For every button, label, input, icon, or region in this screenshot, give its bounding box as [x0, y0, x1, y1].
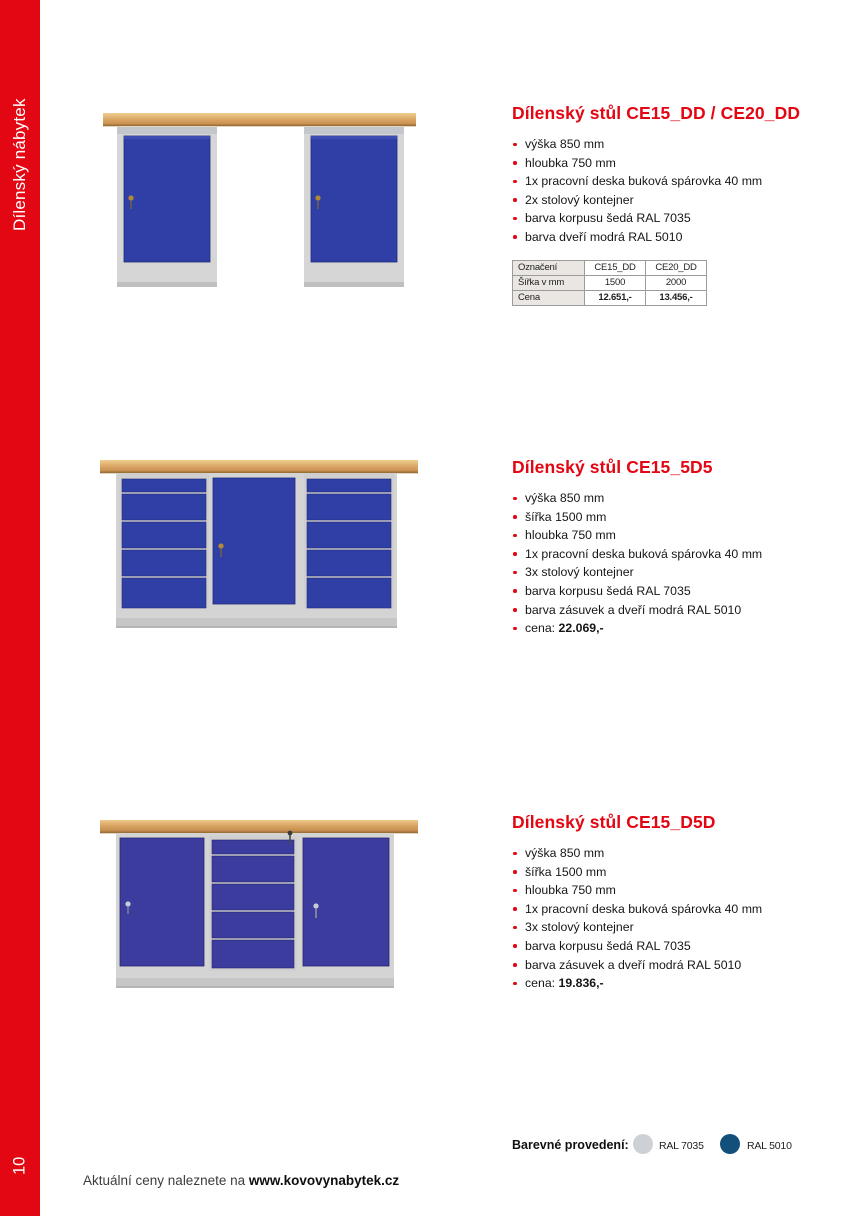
spec-item: 2x stolový kontejner	[512, 191, 847, 210]
footer-note: Aktuální ceny naleznete na	[83, 1173, 249, 1188]
page-number: 10	[10, 1156, 29, 1176]
spec-item: hloubka 750 mm	[512, 881, 847, 900]
table-cell: 1500	[585, 275, 646, 290]
spec-item: výška 850 mm	[512, 489, 847, 508]
product-section-ce15-5d5	[512, 457, 847, 638]
table-row	[513, 260, 707, 275]
spec-item: 1x pracovní deska buková spárovka 40 mm	[512, 545, 847, 564]
ral-5010-swatch-icon	[720, 1134, 740, 1154]
workbench-two-cabinets-illustration	[100, 106, 420, 306]
ral-5010-label: RAL 5010	[747, 1140, 792, 1152]
table-cell: CE15_DD	[585, 260, 646, 275]
price-table	[512, 260, 707, 306]
workbench-d5d-illustration	[100, 818, 420, 993]
product-title: Dílenský stůl CE15_DD / CE20_DD	[512, 103, 801, 123]
price-cell: 13.456,-	[646, 290, 707, 305]
category-sidebar	[0, 0, 40, 1216]
spec-item: barva zásuvek a dveří modrá RAL 5010	[512, 601, 847, 620]
price-label: cena:	[525, 621, 556, 636]
spec-item: barva dveří modrá RAL 5010	[512, 228, 847, 247]
product-image-ce15-5d5	[100, 458, 420, 638]
spec-item: 1x pracovní deska buková spárovka 40 mm	[512, 900, 847, 919]
product-section-ce15-d5d	[512, 812, 847, 993]
workbench-5d5-illustration	[100, 458, 420, 633]
price-value: 19.836,-	[558, 976, 604, 991]
product-title: Dílenský stůl CE15_5D5	[512, 457, 713, 477]
spec-item: výška 850 mm	[512, 135, 847, 154]
table-cell: CE20_DD	[646, 260, 707, 275]
spec-item: 3x stolový kontejner	[512, 918, 847, 937]
table-cell: 2000	[646, 275, 707, 290]
website-link[interactable]: www.kovovynabytek.cz	[248, 1173, 400, 1188]
spec-list	[512, 135, 847, 247]
color-legend-label: Barevné provedení:	[512, 1138, 629, 1152]
price-cell: 12.651,-	[585, 290, 646, 305]
table-row	[513, 275, 707, 290]
spec-item: barva korpusu šedá RAL 7035	[512, 582, 847, 601]
spec-item: 1x pracovní deska buková spárovka 40 mm	[512, 172, 847, 191]
spec-item: barva korpusu šedá RAL 7035	[512, 937, 847, 956]
product-title: Dílenský stůl CE15_D5D	[512, 812, 716, 832]
ral-7035-swatch-icon	[633, 1134, 653, 1154]
spec-item: hloubka 750 mm	[512, 526, 847, 545]
spec-list	[512, 489, 847, 638]
spec-item: barva korpusu šedá RAL 7035	[512, 209, 847, 228]
table-row-label: Šířka v mm	[513, 275, 585, 290]
product-image-ce15dd-ce20dd	[100, 106, 420, 311]
footer	[83, 1173, 399, 1188]
price-line	[512, 619, 847, 638]
spec-item: šířka 1500 mm	[512, 508, 847, 527]
price-label: cena:	[525, 976, 556, 991]
ral-7035-label: RAL 7035	[659, 1140, 704, 1152]
spec-item: výška 850 mm	[512, 844, 847, 863]
table-row	[513, 290, 707, 305]
table-row-label: Označení	[513, 260, 585, 275]
sidebar-category-label: Dílenský nábytek	[10, 98, 29, 232]
spec-list	[512, 844, 847, 993]
product-image-ce15-d5d	[100, 818, 420, 998]
spec-item: 3x stolový kontejner	[512, 563, 847, 582]
spec-item: barva zásuvek a dveří modrá RAL 5010	[512, 956, 847, 975]
spec-item: hloubka 750 mm	[512, 154, 847, 173]
price-value: 22.069,-	[558, 621, 604, 636]
price-line	[512, 974, 847, 993]
table-row-label: Cena	[513, 290, 585, 305]
product-section-ce15dd	[512, 103, 847, 306]
spec-item: šířka 1500 mm	[512, 863, 847, 882]
